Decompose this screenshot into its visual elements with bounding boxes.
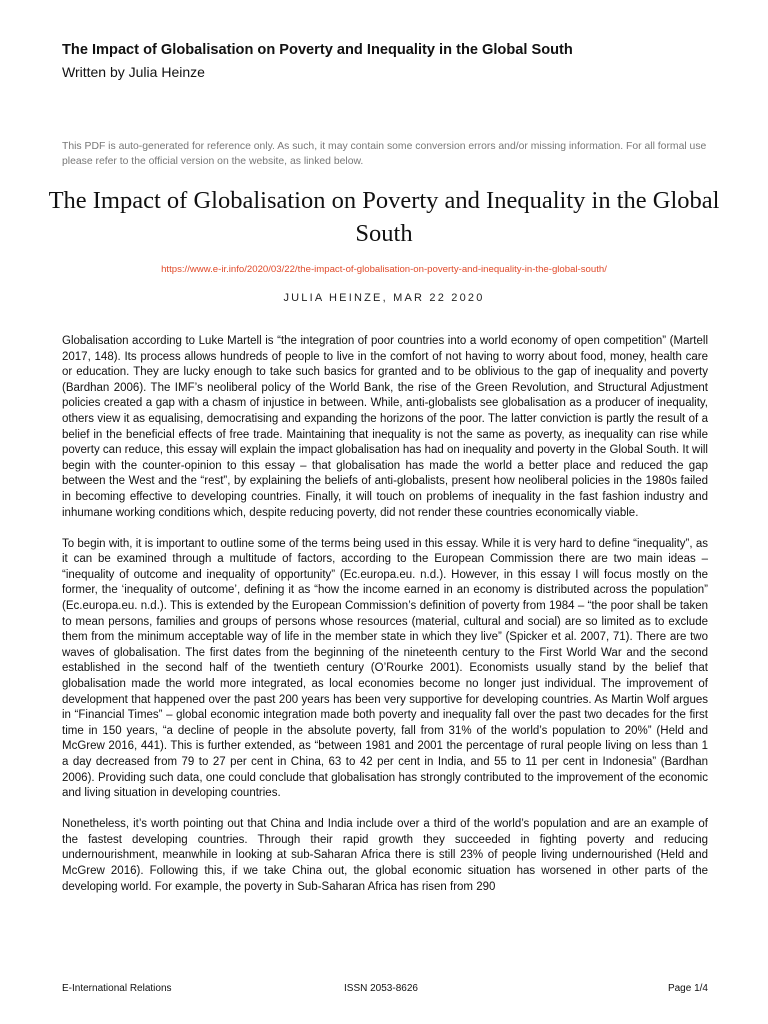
footer-publisher: E-International Relations [62,983,172,994]
body-paragraph-3: Nonetheless, it’s worth pointing out that China and India include over a third of the world’s population and are an example of the fastest developing countries. Through their rapid growth they succeeded in fighting poverty and reducing undernourishment, meanwhile in looking at sub-Saharan Africa there is still 23% of people living undernourished (Held and McGrew 2016). Following this, if we take China out, the global economic situation has worsened in other parts of the developing world. For example, the poverty in Sub-Saharan Africa has risen from 290 [62,818,708,893]
article-body [62,334,708,911]
article-source-link[interactable]: https://www.e-ir.info/2020/03/22/the-impact-of-globalisation-on-poverty-and-inequality-in-the-global-south/ [161,264,607,275]
article-title: The Impact of Globalisation on Poverty and Inequality in the Global South [48,187,720,247]
running-header-title: The Impact of Globalisation on Poverty and Inequality in the Global South [62,42,573,58]
footer-issn: ISSN 2053-8626 [344,983,418,994]
running-header-author: Written by Julia Heinze [62,64,205,80]
body-paragraph-1: Globalisation according to Luke Martell is “the integration of poor countries into a world economy of open competition” (Martell 2017, 148). Its process allows hundreds of people to live in the comfort of not having to worry about food, money, health care or education. They are lucky enough to take such basics for granted and to be oblivious to the gap of inequality and poverty (Bardhan 2006). The IMF’s neoliberal policy of the World Bank, the rise of the Green Revolution, and Structural Adjustment policies created a gap with a chasm of injustice in between. While, anti-globalists see globalisation as a producer of inequality, others view it as equalising, democratising and expanding the horizons of the poor. The latter conviction is partly the result of a belief in the beneficial effects of free trade. Maintaining that inequality is not the same as poverty, as inequality can rise while poverty can reduce, this essay will explain the impact globalisation has had on inequality and poverty in the Global South. It will begin with the counter-opinion to this essay – that globalisation has made the world a better place and reduced the gap between the West and the “rest”, by explaining the beliefs of anti-globalists, present how neoliberal policies in the 1980s failed in becoming effective to developing countries. Finally, it will touch on problems of inequality in the fast fashion industry and inhumane working conditions which, despite reducing poverty, did not render these countries economically viable. [62,335,708,519]
body-paragraph-2: To begin with, it is important to outline some of the terms being used in this essay. While it is very hard to define “inequality”, as it can be examined through a multitude of factors, according to the European Commission there are two main ideas – “inequality of outcome and inequality of opportunity” (Ec.europa.eu. n.d.). However, in this essay I will focus mostly on the former, the ‘inequality of outcome’, defining it as “how the income earned in an economy is distributed across the population” (Ec.europa.eu. n.d.). This is extended by the European Commission’s definition of poverty from 1984 – “the poor shall be taken to mean persons, families and groups of persons whose resources (material, cultural and social) are so limited as to exclude them from the minimum acceptable way of life in the member state in which they live” (Spicker et al. 2007, 71). There are two waves of globalisation. The first dates from the beginning of the nineteenth century to the First World War and the second established in the second half of the twentieth century (O’Rourke 2001). Economists usually stand by the belief that globalisation made the world more integrated, as local economies become no longer just individual. The improvement of development that happened over the past 200 years has been very supportive for developing countries. As Martin Wolf argues in “Financial Times” – global economic integration made both poverty and inequality fall over the past two decades for the first time in 150 years, “a decline of people in the absolute poverty, fall from 31% of the world’s population to 20%” (Held and McGrew 2016, 441). This is further extended, as “between 1981 and 2001 the percentage of rural people living on less than 1 a day decreased from 79 to 27 per cent in China, 63 to 42 per cent in India, and 55 to 11 per cent in Indonesia” (Bardhan 2006). Providing such data, one could conclude that globalisation has strongly contributed to the improvement of the economic and living situation in developing countries. [62,537,708,800]
pdf-disclaimer: This PDF is auto-generated for reference only. As such, it may contain some conversion errors and/or missing information. For all formal use please refer to the official version on the website, as linked below. [62,141,707,167]
footer-page-number: Page 1/4 [667,983,708,994]
article-byline: JULIA HEINZE, MAR 22 2020 [283,292,485,304]
